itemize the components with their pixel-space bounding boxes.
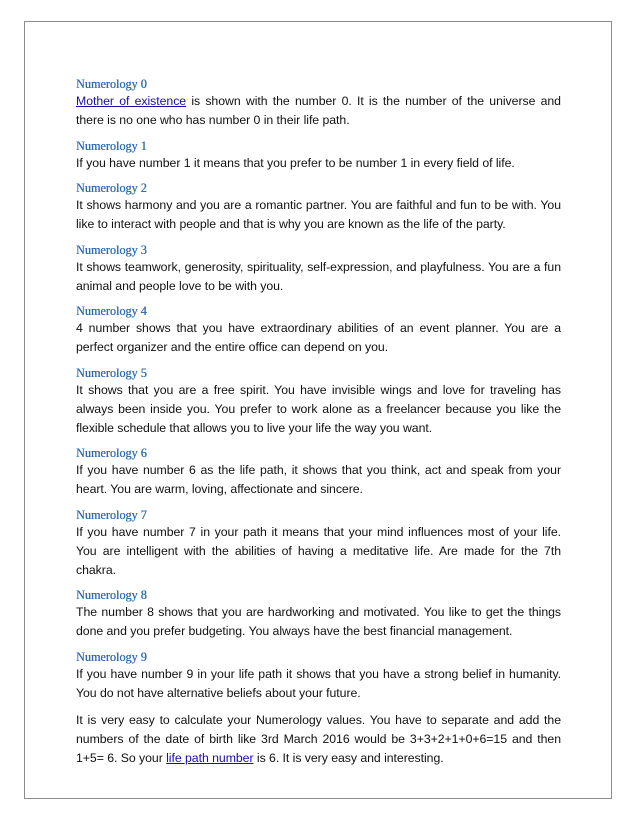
section-heading: Numerology 0	[76, 77, 147, 91]
section-heading: Numerology 3	[76, 242, 147, 257]
section-text-rest: is shown with the number 0. It is the number of the universe and there is no one who has number 0 in their life path.	[76, 94, 561, 127]
section-heading: Numerology 7	[76, 507, 147, 522]
section-numerology-1	[76, 139, 561, 173]
closing-paragraph	[76, 711, 561, 768]
section-text: It shows teamwork, generosity, spirituality, self-expression, and playfulness. You are a fun animal and people love to be with you.	[76, 259, 561, 293]
section-heading: Numerology 9	[76, 649, 147, 664]
closing-text-before: It is very easy to calculate your Numerology values. You have to separate and add the numbers of the date of birth like 3rd March 2016 would be 3+3+2+1+0+6=15 and then 1+5= 6. So your	[76, 713, 561, 765]
section-numerology-8	[76, 588, 561, 641]
section-heading: Numerology 2	[76, 181, 147, 195]
section-text: If you have number 6 as the life path, it shows that you think, act and speak from your heart. You are warm, loving, affectionate and sincere.	[76, 463, 561, 496]
document-content	[76, 77, 561, 777]
section-numerology-9	[76, 650, 561, 703]
section-text: If you have number 9 in your life path it shows that you have a strong belief in humanity. You do not have alternative beliefs about your future.	[76, 666, 561, 700]
section-heading: Numerology 8	[76, 588, 147, 602]
section-text: It shows that you are a free spirit. You have invisible wings and love for traveling has always been inside you. You prefer to work alone as a freelancer because you like the flexible schedule that allows you to live your life the way you want.	[76, 382, 561, 435]
section-text: 4 number shows that you have extraordinary abilities of an event planner. You are a perfect organizer and the entire office can depend on you.	[76, 321, 561, 354]
mother-of-existence-link[interactable]: Mother of existence	[76, 94, 187, 108]
section-text	[76, 92, 561, 130]
life-path-number-link[interactable]: life path number	[166, 751, 254, 765]
section-heading: Numerology 4	[76, 304, 147, 318]
section-text: If you have number 7 in your path it means that your mind influences most of your life. You are intelligent with the abilities of having a meditative life. Are made for the 7th chakra.	[76, 524, 561, 577]
section-text: It shows harmony and you are a romantic partner. You are faithful and fun to be with. You like to interact with people and that is why you are known as the life of the party.	[76, 198, 561, 231]
section-text: The number 8 shows that you are hardworking and motivated. You like to get the things done and you prefer budgeting. You always have the best financial management.	[76, 605, 561, 638]
section-heading: Numerology 5	[76, 365, 147, 380]
section-numerology-2	[76, 181, 561, 234]
section-numerology-0	[76, 77, 561, 130]
closing-text-after: is 6. It is very easy and interesting.	[253, 751, 444, 765]
section-numerology-3	[76, 243, 561, 296]
section-heading: Numerology 6	[76, 446, 147, 460]
section-numerology-7	[76, 508, 561, 580]
section-heading: Numerology 1	[76, 138, 147, 153]
section-numerology-4	[76, 304, 561, 357]
section-numerology-5	[76, 366, 561, 438]
section-text: If you have number 1 it means that you prefer to be number 1 in every field of life.	[76, 155, 515, 170]
closing-text	[76, 711, 561, 768]
section-numerology-6	[76, 446, 561, 499]
